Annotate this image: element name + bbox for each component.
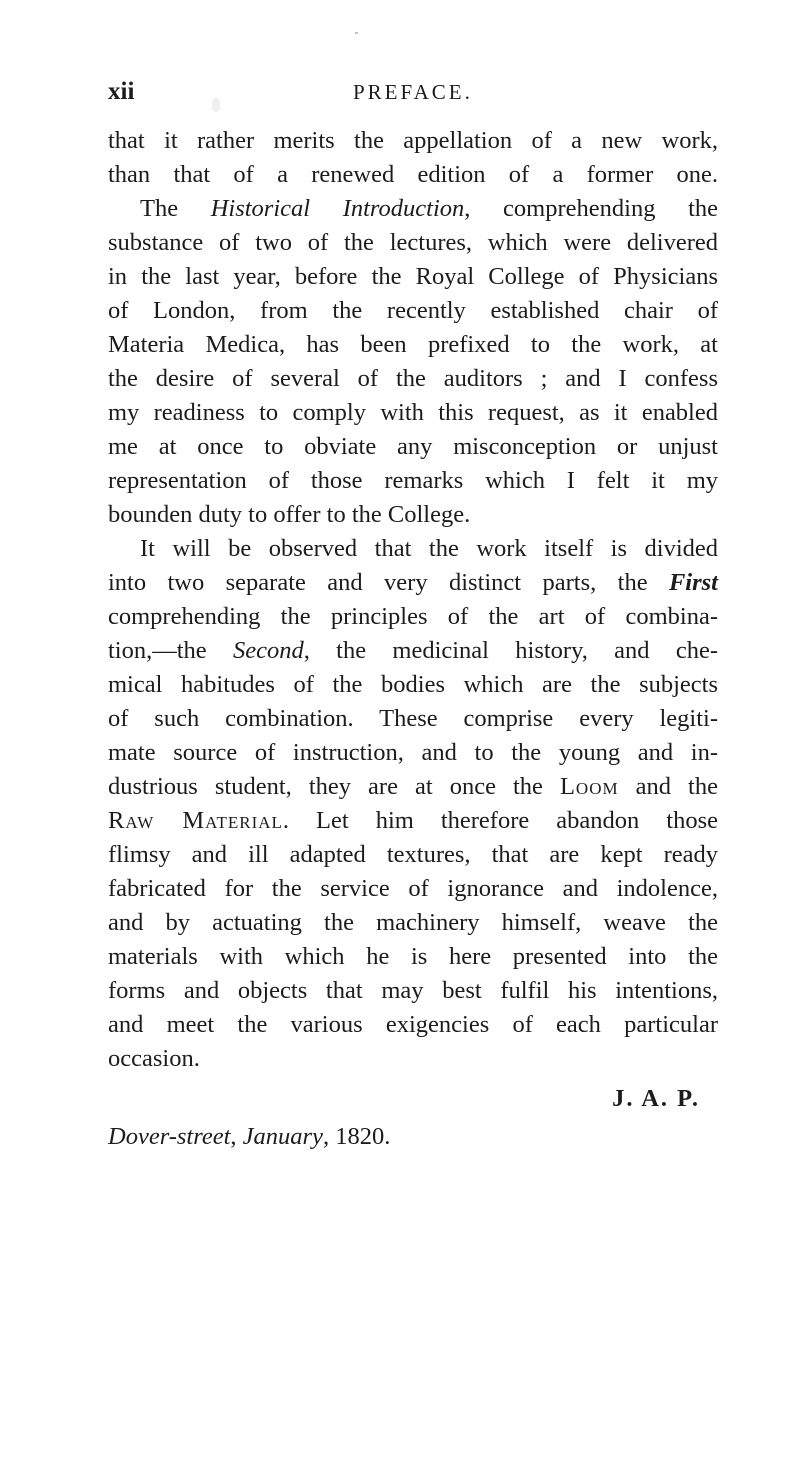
- text-run: tion,—the: [108, 637, 233, 664]
- dateline-year: 1820.: [335, 1123, 391, 1150]
- dateline-separator: ,: [322, 1123, 336, 1150]
- text-line: of such combination. These comprise every legiti-: [108, 705, 718, 732]
- text-line: materials with which he is here presented into the: [108, 943, 718, 970]
- text-line: flimsy and ill adapted textures, that are kept ready: [108, 841, 718, 868]
- emphasis-first: First: [668, 569, 718, 596]
- text-line: [108, 192, 718, 226]
- text-line: my readiness to comply with this request, as it enabled: [108, 399, 718, 426]
- dateline: [108, 1120, 718, 1154]
- text-line: than that of a renewed edition of a former one.: [108, 161, 718, 188]
- text-run: , the medicinal history, and che-: [303, 637, 719, 664]
- page-number: xii: [108, 78, 135, 105]
- preface-body: [108, 124, 718, 1154]
- text-line: forms and objects that may best fulfil his intentions,: [108, 977, 718, 1004]
- text-line: mate source of instruction, and to the young and in-: [108, 739, 718, 766]
- text-line: [108, 770, 718, 804]
- author-initials: J. A. P.: [612, 1085, 700, 1112]
- italic-title: Historical Introduction: [210, 195, 465, 222]
- small-caps-raw-material: Raw Material: [108, 807, 283, 834]
- text-run: . Let him therefore abandon those: [282, 807, 718, 834]
- running-title: PREFACE.: [353, 80, 473, 104]
- text-line: representation of those remarks which I felt it my: [108, 467, 718, 494]
- text-line: that it rather merits the appellation of a new work,: [108, 127, 718, 154]
- text-run: dustrious student, they are at once the: [108, 773, 560, 800]
- running-head: [108, 78, 708, 108]
- dateline-place: Dover-street: [108, 1123, 231, 1150]
- text-run: , comprehending the: [464, 195, 718, 222]
- dateline-month: January: [242, 1123, 323, 1150]
- text-line: mical habitudes of the bodies which are the subjects: [108, 671, 718, 698]
- small-caps-loom: Loom: [559, 773, 619, 800]
- dateline-separator: ,: [230, 1123, 243, 1150]
- text-line: comprehending the principles of the art of combina-: [108, 603, 718, 630]
- print-speck: [355, 32, 358, 34]
- text-line: Materia Medica, has been prefixed to the work, at: [108, 331, 718, 358]
- text-run: The: [140, 195, 211, 222]
- text-line: occasion.: [108, 1045, 200, 1072]
- text-line: the desire of several of the auditors ; and I confess: [108, 365, 718, 392]
- text-line: me at once to obviate any misconception or unjust: [108, 433, 718, 460]
- text-line: and meet the various exigencies of each particular: [108, 1011, 718, 1038]
- text-line: [108, 566, 718, 600]
- text-line: fabricated for the service of ignorance and indolence,: [108, 875, 718, 902]
- text-run: into two separate and very distinct parts, the: [108, 569, 669, 596]
- text-line: It will be observed that the work itself is divided: [140, 535, 718, 562]
- text-line: bounden duty to offer to the College.: [108, 501, 471, 528]
- text-line: [108, 634, 718, 668]
- emphasis-second: Second: [232, 637, 304, 664]
- text-line: substance of two of the lectures, which were delivered: [108, 229, 718, 256]
- text-line: in the last year, before the Royal College of Physicians: [108, 263, 718, 290]
- text-line: and by actuating the machinery himself, weave the: [108, 909, 718, 936]
- text-line: [108, 804, 718, 838]
- text-run: and the: [618, 773, 718, 800]
- text-line: of London, from the recently established chair of: [108, 297, 718, 324]
